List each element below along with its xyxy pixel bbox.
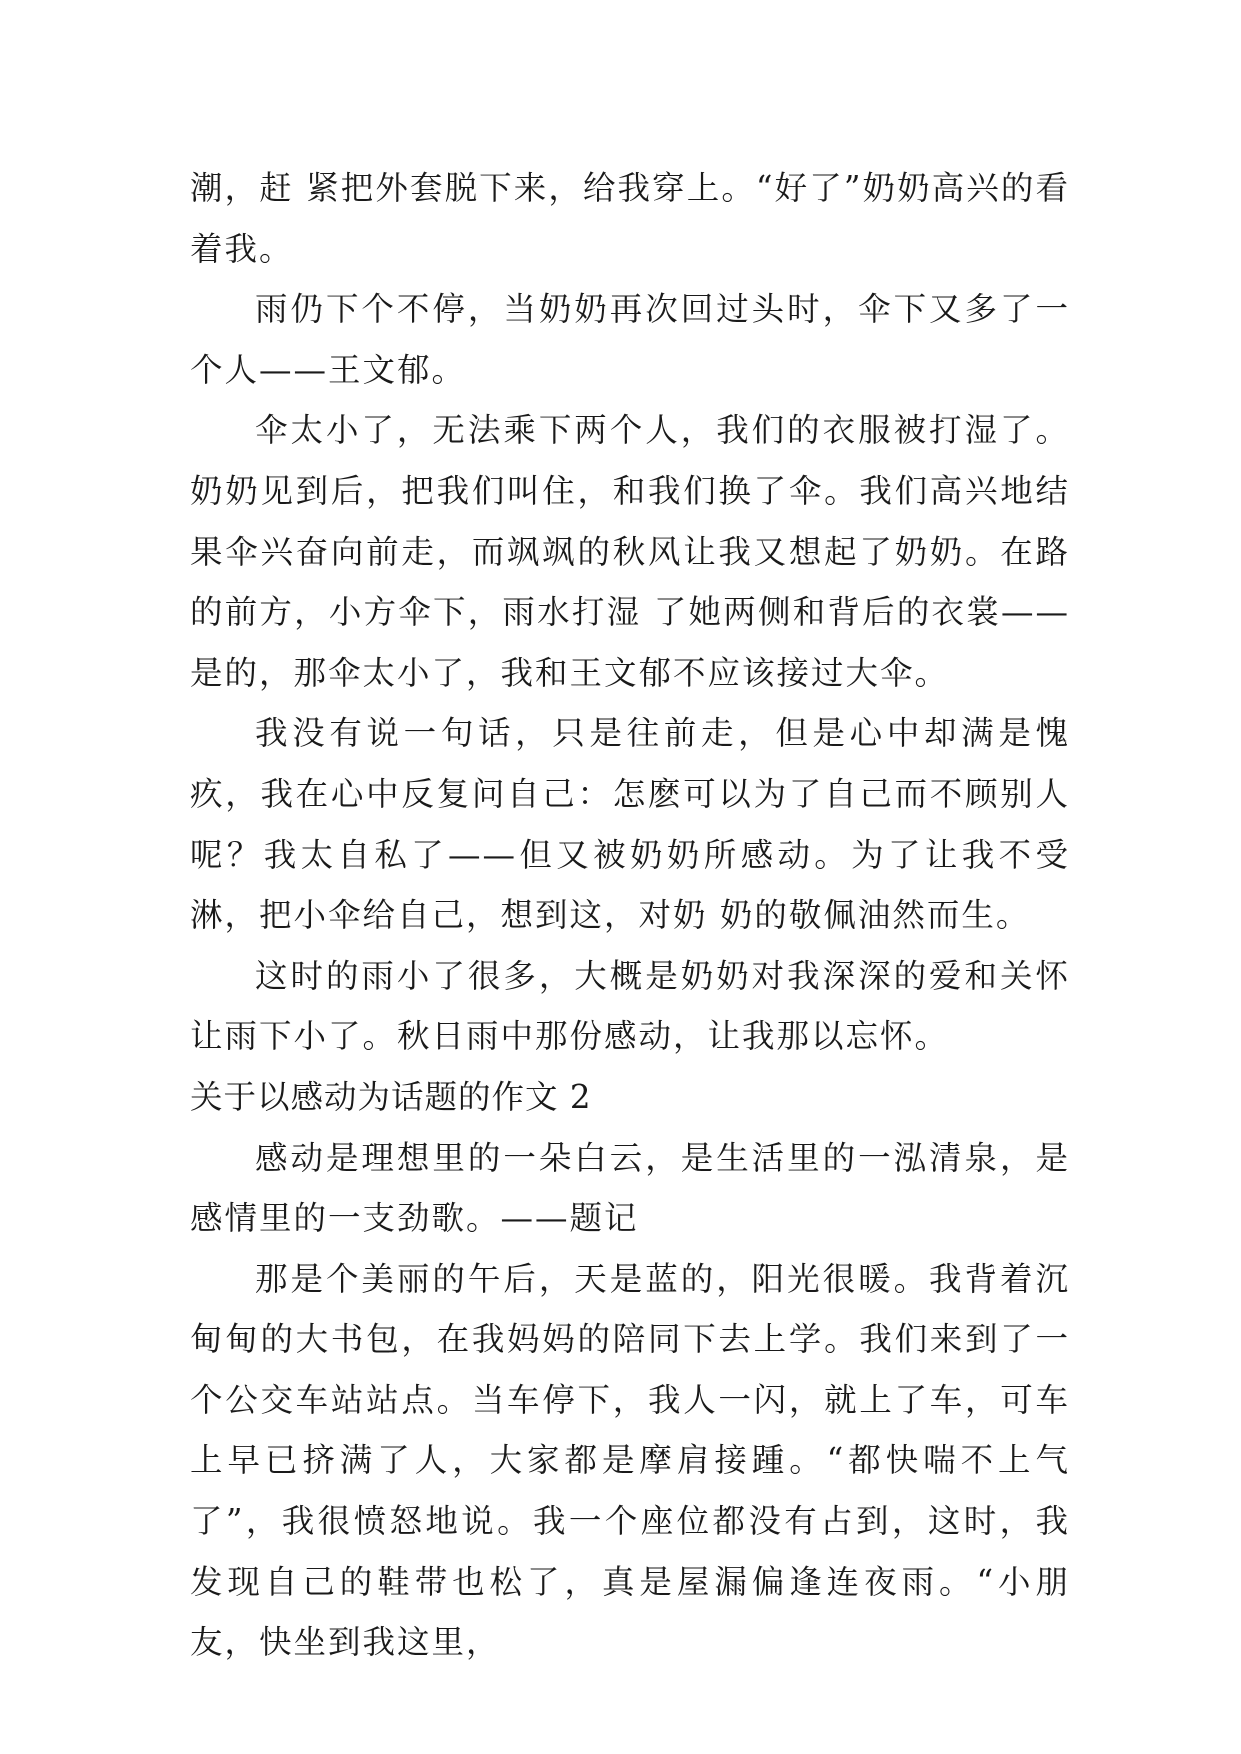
paragraph-4: 我没有说一句话，只是往前走，但是心中却满是愧疚，我在心中反复问自己：怎麽可以为了自己而不顾别人呢？我太自私了——但又被奶奶所感动。为了让我不受淋，把小伞给自己，想到这，对奶 奶的敬佩油然而生。	[190, 714, 1070, 935]
paragraph-6: 感动是理想里的一朵白云，是生活里的一泓清泉，是感情里的一支劲歌。——题记	[190, 1138, 1070, 1238]
document-body	[190, 158, 1070, 1673]
paragraph-5: 这时的雨小了很多，大概是奶奶对我深深的爱和关怀让雨下小了。秋日雨中那份感动，让我那以忘怀。	[190, 956, 1070, 1056]
paragraph-2: 雨仍下个不停，当奶奶再次回过头时，伞下又多了一个人——王文郁。	[190, 290, 1070, 389]
section-heading: 关于以感动为话题的作文 2	[190, 1077, 592, 1116]
paragraph-7: 那是个美丽的午后，天是蓝的，阳光很暖。我背着沉甸甸的大书包，在我妈妈的陪同下去上学。我们来到了一个公交车站站点。当车停下，我人一闪，就上了车，可车上早已挤满了人，大家都是摩肩接踵。“都快喘不上气了”，我很愤怒地说。我一个座位都没有占到，这时，我发现自己的鞋带也松了，真是屋漏偏逢连夜雨。“小朋友，快坐到我这里，	[190, 1259, 1070, 1662]
paragraph-3: 伞太小了，无法乘下两个人，我们的衣服被打湿了。奶奶见到后，把我们叫住，和我们换了伞。我们高兴地结果伞兴奋向前走，而飒飒的秋风让我又想起了奶奶。在路的前方，小方伞下，雨水打湿 了她两侧和背后的衣裳——是的，那伞太小了，我和王文郁不应该接过大伞。	[190, 411, 1070, 692]
paragraph-1: 潮，赶 紧把外套脱下来，给我穿上。“好了”奶奶高兴的看着我。	[190, 169, 1070, 268]
